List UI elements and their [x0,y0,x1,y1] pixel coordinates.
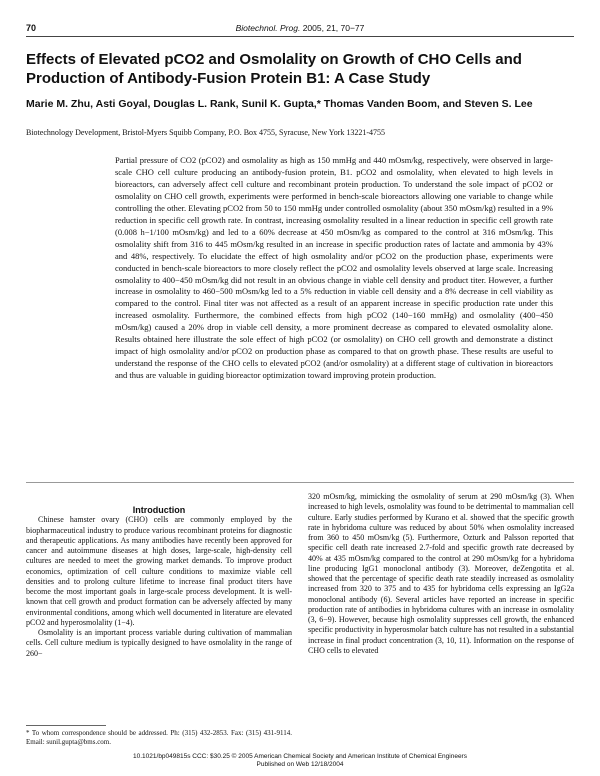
header-rule [26,36,574,37]
intro-paragraph: 320 mOsm/kg, mimicking the osmolality of serum at 290 mOsm/kg (3). When increased to high levels, osmolality was found to be detrimental to mammalian cell culture. Early studies performed by Kurano et al. showed that the specific growth rate in hybridoma culture was reduced by about 50% when osmolality increased from 360 to 450 mOsm/kg (5). Furthermore, Ozturk and Palsson reported that specific cell death rate increased 2.7-fold and specific growth rate decreased by 40% at 435 mOsm/kg compared to the control at 290 mOsm/kg for a hybridoma line producing IgG1 monoclonal antibody (3). Moreover, deZengotita et al. showed that the percentage of specific death rate steadily increased as osmolality increased from 320 to 375 and to 435 for hybridoma cells expressing an IgG2a monoclonal antibody (6). Several articles have reported an increase in specific production rate of antibodies in hybridoma cultures with an increase in osmolality (3, 6−9). However, because high osmolality suppresses cell growth, the enhanced specific productivity in hyperosmolar batch culture has not resulted in a substantial increase in final product concentration (3, 10, 11). Information on the response of CHO cells to elevated [308,492,574,655]
page-number: 70 [26,23,37,33]
section-heading-introduction: Introduction [132,505,186,515]
journal-name: Biotechnol. Prog. [235,23,301,33]
journal-citation [0,23,600,33]
body-column-left [26,505,292,659]
correspondence-footnote: * To whom correspondence should be addressed. Ph: (315) 432-2853. Fax: (315) 431-9114. Email: sunil.gupta@bms.com. [26,729,292,746]
article-title: Effects of Elevated pCO2 and Osmolality on Growth of CHO Cells and Production of Antibody-Fusion Protein B1: A Case Study [26,51,522,87]
publication-date-line: Published on Web 12/18/2004 [256,761,344,768]
intro-paragraph: Chinese hamster ovary (CHO) cells are commonly employed by the biopharmaceutical industry to produce various recombinant proteins for diagnostic and therapeutic applications. As many antibodies have recently been approved for cancer and autoimmune diseases at high doses, large-scale, high-density cell cultures are needed to meet the growing market demands. To improve product economics, optimization of cell culture conditions to maximize viable cell densities and to prolong culture lifetime to increase final product titers have become the most important goals in large-scale process development. It is well-known that cell growth and product formation can be adversely affected by many environmental conditions, among which well documented in literature are elevated pCO2 and hyperosmolality (1−4). [26,515,292,627]
footnote-rule [26,725,106,726]
body-column-right [308,492,574,656]
intro-paragraph: Osmolality is an important process variable during cultivation of mammalian cells. Cell culture medium is typically designed to have osmolality in the range of 260− [26,628,292,658]
journal-volume-pages: 2005, 21, 70−77 [302,23,365,33]
abstract-separator [26,482,574,483]
doi-copyright-line: 10.1021/bp049815s CCC: $30.25 © 2005 American Chemical Society and American Institute of Chemical Engineers [133,753,467,760]
abstract: Partial pressure of CO2 (pCO2) and osmolality as high as 150 mmHg and 440 mOsm/kg, respectively, were observed in large-scale CHO cell culture producing an antibody-fusion protein, B1. pCO2 and osmolality, when elevated to high levels in bioreactors, can adversely affect cell culture and recombinant protein production. To understand the sole impact of pCO2 or osmolality on CHO cell growth, experiments were performed in bench-scale bioreactors allowing one variable to change while controlling the other. Elevating pCO2 from 50 to 150 mmHg under controlled osmolality (about 350 mOsm/kg) resulted in a 9% reduction in specific cell growth rate. In contrast, increasing osmolality resulted in a linear reduction in specific cell growth rate (0.008 h−1/100 mOsm/kg) and led to a 60% decrease at 450 mOsm/kg as compared to the control at 316 mOsm/kg. This osmolality shift from 316 to 445 mOsm/kg resulted in an increase in specific production rates of lactate and ammonia by 43% and 48%, respectively. To elucidate the effect of high osmolality and/or pCO2 on the production phase, experiments were conducted in bench-scale bioreactors to more closely reflect the pCO2 and osmolality levels observed at large scale. Increasing osmolality to 400−450 mOsm/kg did not result in an obvious change in viable cell density and product titer. However, a further increase in osmolality to 460−500 mOsm/kg led to a 5% reduction in viable cell density and a 8% decrease in cell viability as compared to the control. Final titer was not affected as a result of an apparent increase in specific production rate under this increased osmolality. Furthermore, the combined effects from high pCO2 (140−160 mmHg) and osmolality (400−450 mOsm/kg) caused a 20% drop in viable cell density, a more prominent decrease as compared to elevated osmolality alone. Results obtained here illustrate the sole effect of high pCO2 (or osmolality) on CHO cell growth and demonstrate a distinct impact of high osmolality and/or pCO2 on production phase as compared to that on growth phase. These results are useful to understand the response of the CHO cells to elevated pCO2 (and/or osmolality) at a different stage of cultivation in bioreactors and thus are valuable in guiding bioreactor optimization toward improving protein production. [115,155,553,381]
affiliation: Biotechnology Development, Bristol-Myers Squibb Company, P.O. Box 4755, Syracuse, New York 13221-4755 [26,128,386,137]
author-list: Marie M. Zhu, Asti Goyal, Douglas L. Rank, Sunil K. Gupta,* Thomas Vanden Boom, and Steven S. Lee [26,98,533,110]
